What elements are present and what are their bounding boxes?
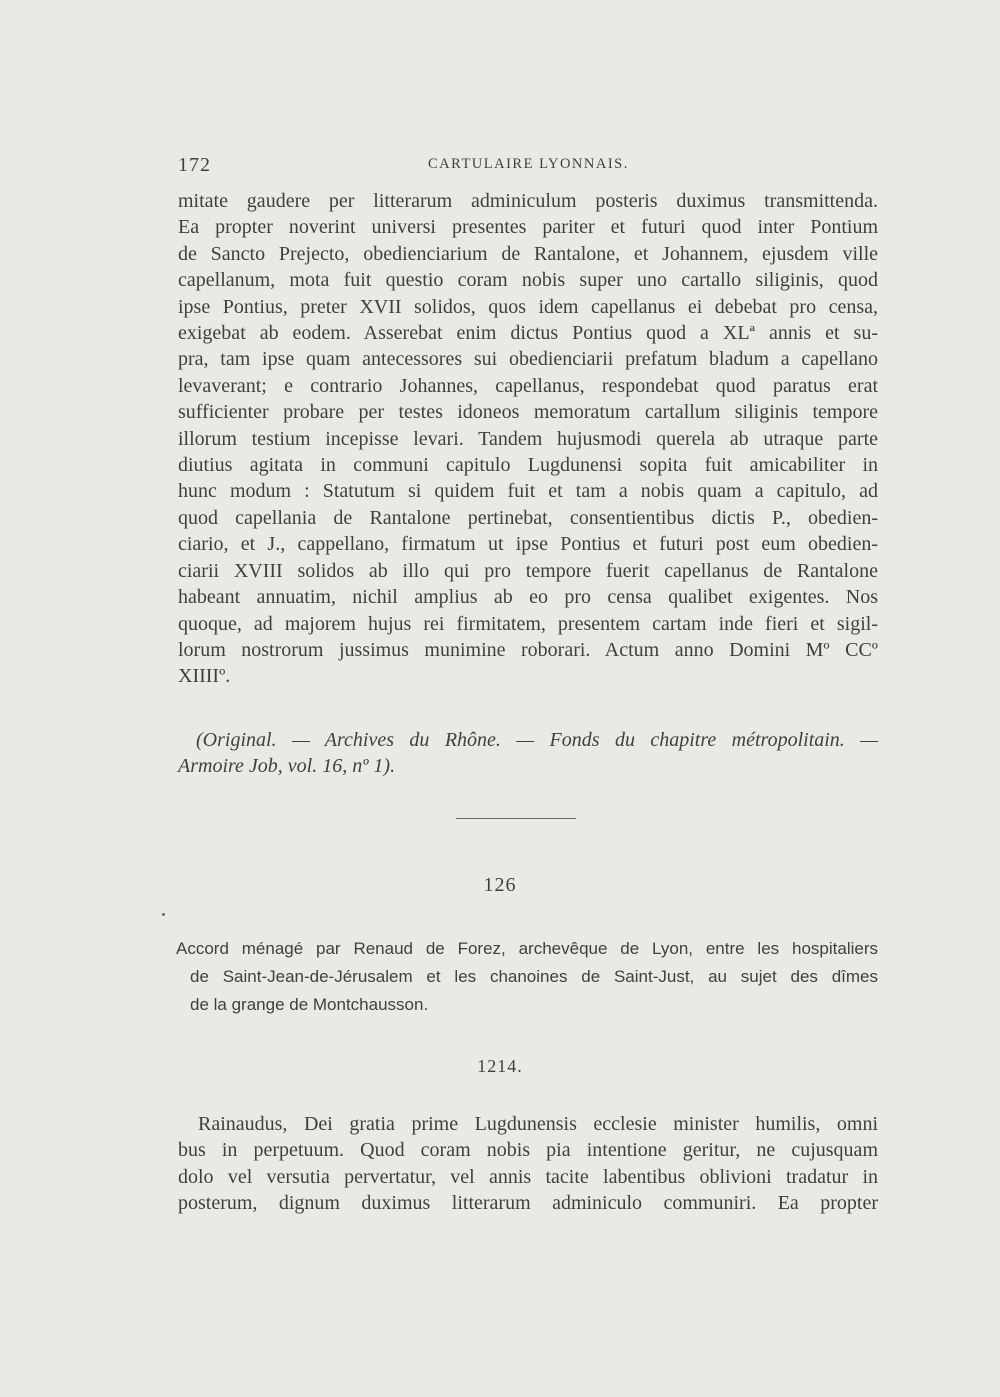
page-number: 172 bbox=[178, 154, 211, 176]
source-citation bbox=[178, 727, 878, 779]
ink-speck bbox=[162, 913, 165, 916]
text-line: bus in perpetuum. Quod coram nobis pia intentione geritur, ne cujusquam bbox=[178, 1139, 878, 1162]
text-line: ciario, et J., cappellano, firmatum ut ipse Pontius et futuri post eum obedien- bbox=[178, 533, 878, 556]
citation-line: Armoire Job, vol. 16, nº 1). bbox=[178, 755, 396, 777]
text-line: mitate gaudere per litterarum adminiculum posteris duximus transmittenda. bbox=[178, 190, 878, 212]
citation-line: (Original. — Archives du Rhône. — Fonds du chapitre métropolitain. — bbox=[196, 729, 878, 751]
text-line: quod capellania de Rantalone pertinebat, consentientibus dictis P., obedien- bbox=[178, 506, 878, 529]
page-header bbox=[178, 150, 878, 178]
text-line: hunc modum : Statutum si quidem fuit et tam a nobis quam a capitulo, ad bbox=[178, 480, 878, 503]
section-divider bbox=[456, 818, 576, 819]
text-line: levaverant; e contrario Johannes, capellanus, respondebat quod paratus erat bbox=[178, 374, 878, 397]
charter-year: 1214. bbox=[477, 1056, 523, 1076]
text-line: pra, tam ipse quam antecessores sui obedienciarii prefatum bladum a capellano bbox=[178, 348, 878, 371]
summary-line: de Saint-Jean-de-Jérusalem et les chanoines de Saint-Just, au sujet des dîmes bbox=[190, 967, 878, 986]
text-line: diutius agitata in communi capitulo Lugdunensi sopita fuit amicabiliter in bbox=[178, 454, 878, 477]
charter-number: 126 bbox=[483, 874, 517, 896]
text-line: exigebat ab eodem. Asserebat enim dictus Pontius quod a XLª annis et su- bbox=[178, 322, 878, 345]
text-line: ipse Pontius, preter XVII solidos, quos idem capellanus ei debebat pro censa, bbox=[178, 295, 878, 318]
text-line: Rainaudus, Dei gratia prime Lugdunensis ecclesie minister humilis, omni bbox=[198, 1113, 878, 1135]
charter-summary bbox=[176, 935, 878, 1019]
text-line: de Sancto Prejecto, obedienciarium de Rantalone, et Johannem, ejusdem ville bbox=[178, 242, 878, 265]
text-line: illorum testium incepisse levari. Tandem hujusmodi querela ab utraque parte bbox=[178, 427, 878, 450]
charter-125-text bbox=[178, 188, 878, 690]
charter-126-text bbox=[178, 1111, 878, 1217]
text-line: XIIIIº. bbox=[178, 665, 231, 688]
text-line: quoque, ad majorem hujus rei firmitatem, presentem cartam inde fieri et sigil- bbox=[178, 612, 878, 635]
text-line: capellanum, mota fuit questio coram nobis super uno cartallo siliginis, quod bbox=[178, 269, 878, 292]
text-line: posterum, dignum duximus litterarum adminiculo communiri. Ea propter bbox=[178, 1192, 878, 1215]
summary-line: Accord ménagé par Renaud de Forez, archevêque de Lyon, entre les hospitaliers bbox=[176, 939, 878, 958]
text-line: lorum nostrorum jussimus munimine roborari. Actum anno Domini Mº CCº bbox=[178, 638, 878, 661]
text-line: habeant annuatim, nichil amplius ab eo pro censa qualibet exigentes. Nos bbox=[178, 586, 878, 609]
summary-line: de la grange de Montchausson. bbox=[190, 995, 429, 1014]
text-line: sufficienter probare per testes idoneos memoratum cartallum siliginis tempore bbox=[178, 401, 878, 424]
text-line: Ea propter noverint universi presentes pariter et futuri quod inter Pontium bbox=[178, 216, 878, 239]
text-line: dolo vel versutia pervertatur, vel annis tacite labentibus oblivioni tradatur in bbox=[178, 1165, 878, 1188]
running-title: CARTULAIRE LYONNAIS. bbox=[428, 156, 629, 172]
text-line: ciarii XVIII solidos ab illo qui pro tempore fuerit capellanus de Rantalone bbox=[178, 559, 878, 582]
